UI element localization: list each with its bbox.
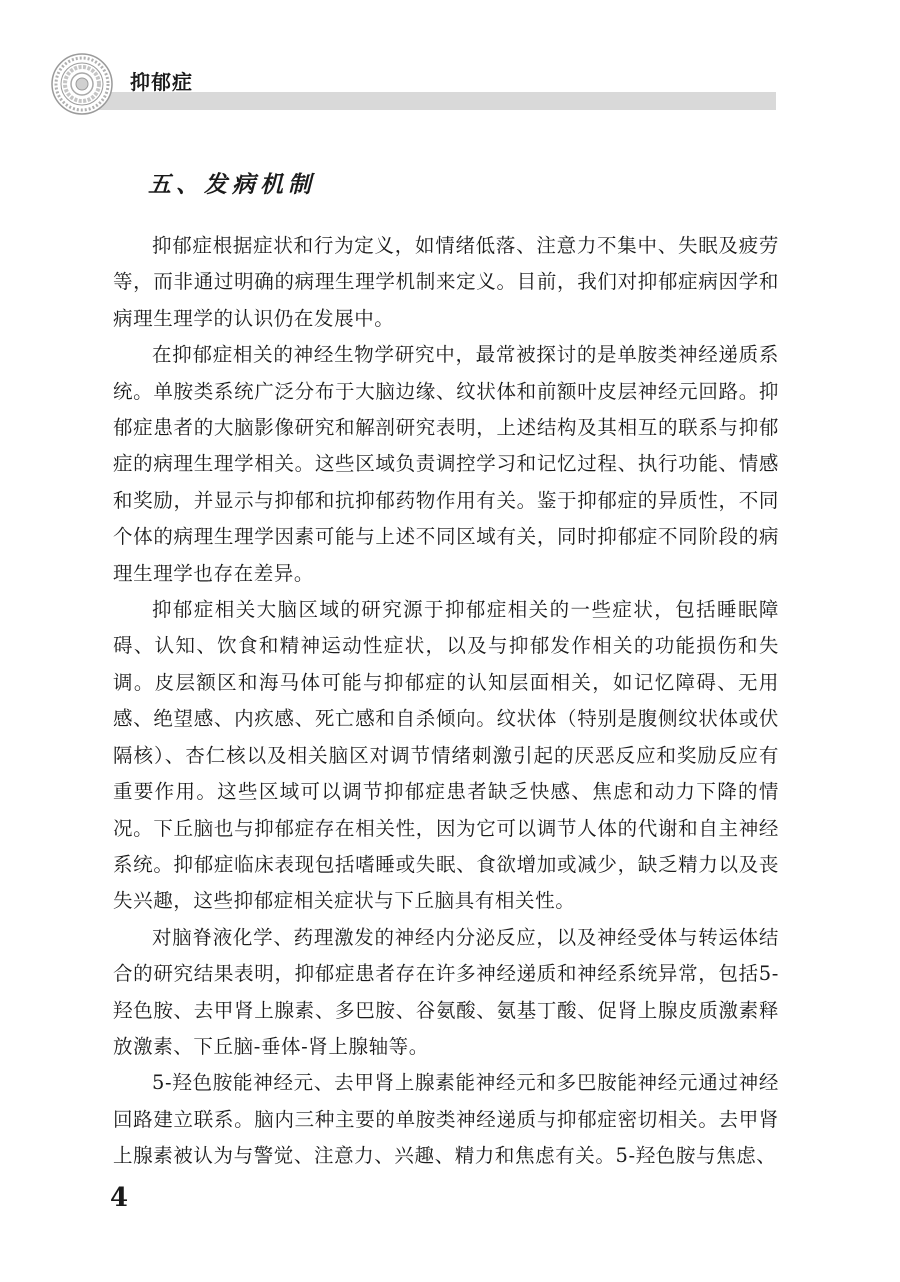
paragraph: 抑郁症相关大脑区域的研究源于抑郁症相关的一些症状，包括睡眠障碍、认知、饮食和精神运动性症状，以及与抑郁发作相关的功能损伤和失调。皮层额区和海马体可能与抑郁症的认知层面相关，如记忆障碍、无用感、绝望感、内疚感、死亡感和自杀倾向。纹状体（特别是腹侧纹状体或伏隔核）、杏仁核以及相关脑区对调节情绪刺激引起的厌恶反应和奖励反应有重要作用。这些区域可以调节抑郁症患者缺乏快感、焦虑和动力下降的情况。下丘脑也与抑郁症存在相关性，因为它可以调节人体的代谢和自主神经系统。抑郁症临床表现包括嗜睡或失眠、食欲增加或减少，缺乏精力以及丧失兴趣，这些抑郁症相关症状与下丘脑具有相关性。	[113, 598, 779, 913]
paragraph: 在抑郁症相关的神经生物学研究中，最常被探讨的是单胺类神经递质系统。单胺类系统广泛分布于大脑边缘、纹状体和前额叶皮层神经元回路。抑郁症患者的大脑影像研究和解剖研究表明，上述结构及其相互的联系与抑郁症的病理生理学相关。这些区域负责调控学习和记忆过程、执行功能、情感和奖励，并显示与抑郁和抗抑郁药物作用有关。鉴于抑郁症的异质性，不同个体的病理生理学因素可能与上述不同区域有关，同时抑郁症不同阶段的病理生理学也存在差异。	[113, 343, 779, 585]
paragraph: 抑郁症根据症状和行为定义，如情绪低落、注意力不集中、失眠及疲劳等，而非通过明确的病理生理学机制来定义。目前，我们对抑郁症病因学和病理生理学的认识仍在发展中。	[113, 234, 779, 330]
page-number: 4	[110, 1183, 129, 1213]
section-heading: 五、发病机制	[148, 172, 316, 198]
body-text	[113, 228, 779, 1175]
paragraph: 对脑脊液化学、药理激发的神经内分泌反应，以及神经受体与转运体结合的研究结果表明，抑郁症患者存在许多神经递质和神经系统异常，包括5-羟色胺、去甲肾上腺素、多巴胺、谷氨酸、氨基丁酸、促肾上腺皮质激素释放激素、下丘脑-垂体-肾上腺轴等。	[113, 925, 779, 1058]
paragraph: 5-羟色胺能神经元、去甲肾上腺素能神经元和多巴胺能神经元通过神经回路建立联系。脑内三种主要的单胺类神经递质与抑郁症密切相关。去甲肾上腺素被认为与警觉、注意力、兴趣、精力和焦虑有关。5-羟色胺与焦虑、	[113, 1071, 779, 1168]
running-header-title: 抑郁症	[130, 70, 193, 94]
decorative-seal-icon	[50, 52, 114, 116]
